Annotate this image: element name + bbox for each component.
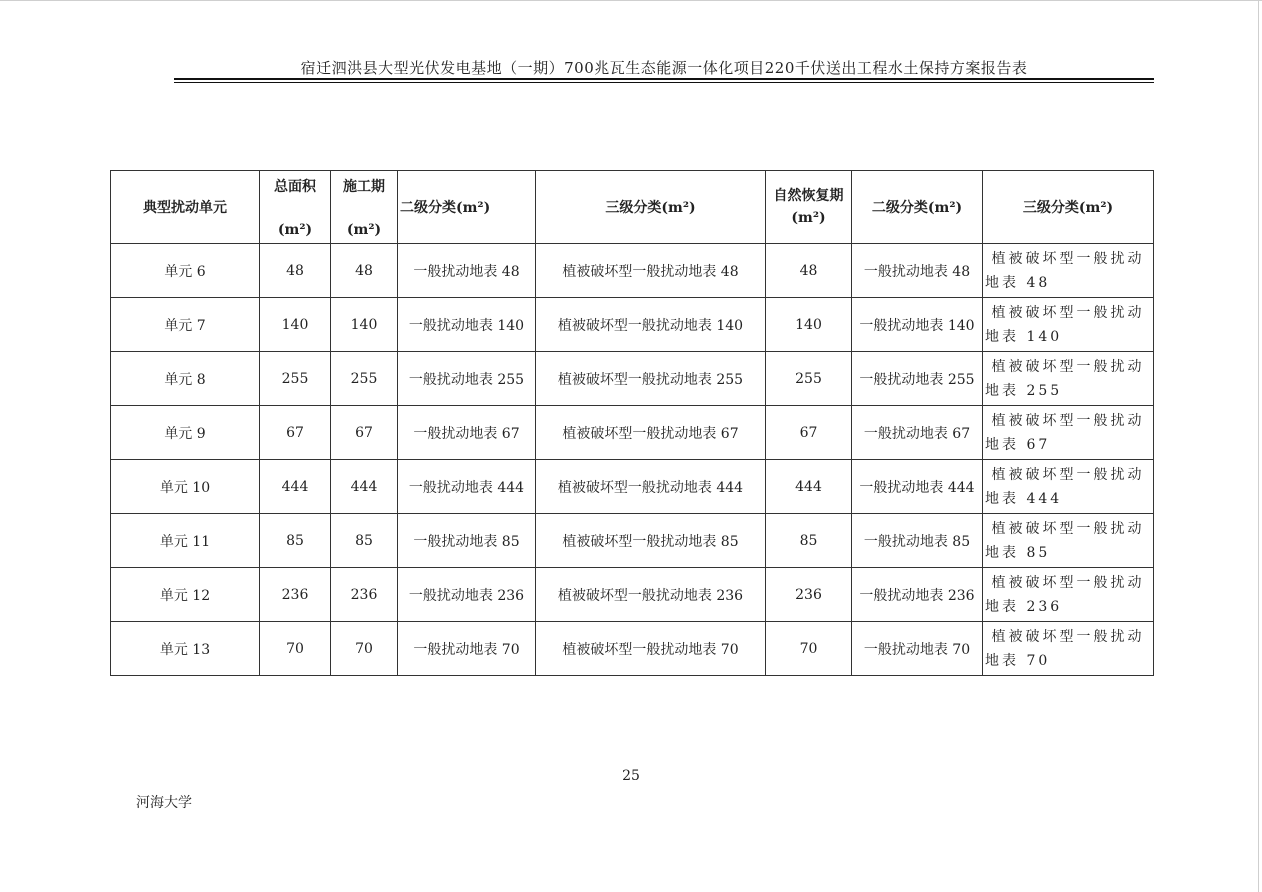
cell-tertiary-2: 植被破坏型一般扰动地表 48 [983, 244, 1154, 298]
page-number: 25 [622, 768, 640, 784]
header-construction-period [331, 171, 398, 244]
cell-secondary: 一般扰动地表 236 [398, 568, 536, 622]
cell-secondary: 一般扰动地表 444 [398, 460, 536, 514]
footer-institution: 河海大学 [136, 795, 192, 811]
cell-secondary: 一般扰动地表 255 [398, 352, 536, 406]
cell-tertiary: 植被破坏型一般扰动地表 85 [536, 514, 766, 568]
cell-unit: 单元 12 [111, 568, 260, 622]
header-natural-recovery-label: 自然恢复期 [773, 188, 844, 204]
cell-secondary-2: 一般扰动地表 67 [852, 406, 983, 460]
table-row [111, 514, 1154, 568]
table-row [111, 298, 1154, 352]
cell-construction: 85 [331, 514, 398, 568]
cell-unit: 单元 6 [111, 244, 260, 298]
cell-tertiary: 植被破坏型一般扰动地表 67 [536, 406, 766, 460]
header-natural-recovery [766, 171, 852, 244]
header-construction-period-label: 施工期 [343, 179, 385, 195]
cell-secondary-2: 一般扰动地表 140 [852, 298, 983, 352]
cell-secondary: 一般扰动地表 140 [398, 298, 536, 352]
cell-secondary: 一般扰动地表 67 [398, 406, 536, 460]
table-row [111, 406, 1154, 460]
table-header-row [111, 171, 1154, 244]
cell-tertiary: 植被破坏型一般扰动地表 140 [536, 298, 766, 352]
cell-recovery: 70 [766, 622, 852, 676]
cell-unit: 单元 7 [111, 298, 260, 352]
cell-total-area: 140 [260, 298, 331, 352]
header-tertiary-class: 三级分类(m²) [536, 171, 766, 244]
cell-secondary: 一般扰动地表 70 [398, 622, 536, 676]
cell-tertiary: 植被破坏型一般扰动地表 48 [536, 244, 766, 298]
page-border-right [1258, 0, 1259, 892]
cell-recovery: 48 [766, 244, 852, 298]
cell-secondary-2: 一般扰动地表 70 [852, 622, 983, 676]
cell-recovery: 85 [766, 514, 852, 568]
cell-construction: 444 [331, 460, 398, 514]
cell-construction: 70 [331, 622, 398, 676]
table-row [111, 568, 1154, 622]
header-secondary-class-2: 二级分类(m²) [852, 171, 983, 244]
header-secondary-class: 二级分类(m²) [398, 171, 536, 244]
cell-unit: 单元 9 [111, 406, 260, 460]
cell-total-area: 48 [260, 244, 331, 298]
cell-tertiary-2: 植被破坏型一般扰动地表 255 [983, 352, 1154, 406]
cell-total-area: 70 [260, 622, 331, 676]
cell-secondary: 一般扰动地表 85 [398, 514, 536, 568]
cell-unit: 单元 13 [111, 622, 260, 676]
cell-secondary-2: 一般扰动地表 236 [852, 568, 983, 622]
cell-secondary-2: 一般扰动地表 85 [852, 514, 983, 568]
cell-unit: 单元 11 [111, 514, 260, 568]
cell-tertiary-2: 植被破坏型一般扰动地表 236 [983, 568, 1154, 622]
header-construction-period-unit: (m²) [346, 222, 382, 238]
disturbance-unit-table [110, 170, 1154, 676]
cell-total-area: 236 [260, 568, 331, 622]
cell-recovery: 67 [766, 406, 852, 460]
cell-total-area: 67 [260, 406, 331, 460]
cell-construction: 140 [331, 298, 398, 352]
cell-tertiary-2: 植被破坏型一般扰动地表 67 [983, 406, 1154, 460]
page-header-title: 宿迁泗洪县大型光伏发电基地（一期）700兆瓦生态能源一体化项目220千伏送出工程水土保持方案报告表 [300, 59, 1028, 77]
cell-tertiary: 植被破坏型一般扰动地表 70 [536, 622, 766, 676]
cell-tertiary: 植被破坏型一般扰动地表 444 [536, 460, 766, 514]
cell-total-area: 444 [260, 460, 331, 514]
header-total-area-label: 总面积 [274, 179, 316, 195]
cell-secondary: 一般扰动地表 48 [398, 244, 536, 298]
cell-secondary-2: 一般扰动地表 48 [852, 244, 983, 298]
header-natural-recovery-unit: (m²) [791, 210, 826, 226]
cell-construction: 67 [331, 406, 398, 460]
cell-unit: 单元 10 [111, 460, 260, 514]
cell-secondary-2: 一般扰动地表 444 [852, 460, 983, 514]
cell-unit: 单元 8 [111, 352, 260, 406]
cell-tertiary: 植被破坏型一般扰动地表 236 [536, 568, 766, 622]
page-border-top [0, 0, 1262, 1]
cell-total-area: 255 [260, 352, 331, 406]
cell-construction: 236 [331, 568, 398, 622]
cell-recovery: 236 [766, 568, 852, 622]
table-row [111, 460, 1154, 514]
header-total-area-unit: (m²) [277, 222, 313, 238]
cell-construction: 48 [331, 244, 398, 298]
cell-total-area: 85 [260, 514, 331, 568]
cell-recovery: 255 [766, 352, 852, 406]
header-unit: 典型扰动单元 [111, 171, 260, 244]
cell-secondary-2: 一般扰动地表 255 [852, 352, 983, 406]
header-rule-thin [174, 82, 1154, 83]
table-row [111, 244, 1154, 298]
table-row [111, 622, 1154, 676]
header-rule-thick [174, 78, 1154, 80]
table-row [111, 352, 1154, 406]
header-tertiary-class-2: 三级分类(m²) [983, 171, 1154, 244]
cell-tertiary-2: 植被破坏型一般扰动地表 140 [983, 298, 1154, 352]
cell-tertiary-2: 植被破坏型一般扰动地表 85 [983, 514, 1154, 568]
cell-tertiary-2: 植被破坏型一般扰动地表 70 [983, 622, 1154, 676]
cell-tertiary-2: 植被破坏型一般扰动地表 444 [983, 460, 1154, 514]
cell-tertiary: 植被破坏型一般扰动地表 255 [536, 352, 766, 406]
cell-recovery: 140 [766, 298, 852, 352]
cell-construction: 255 [331, 352, 398, 406]
header-total-area [260, 171, 331, 244]
cell-recovery: 444 [766, 460, 852, 514]
